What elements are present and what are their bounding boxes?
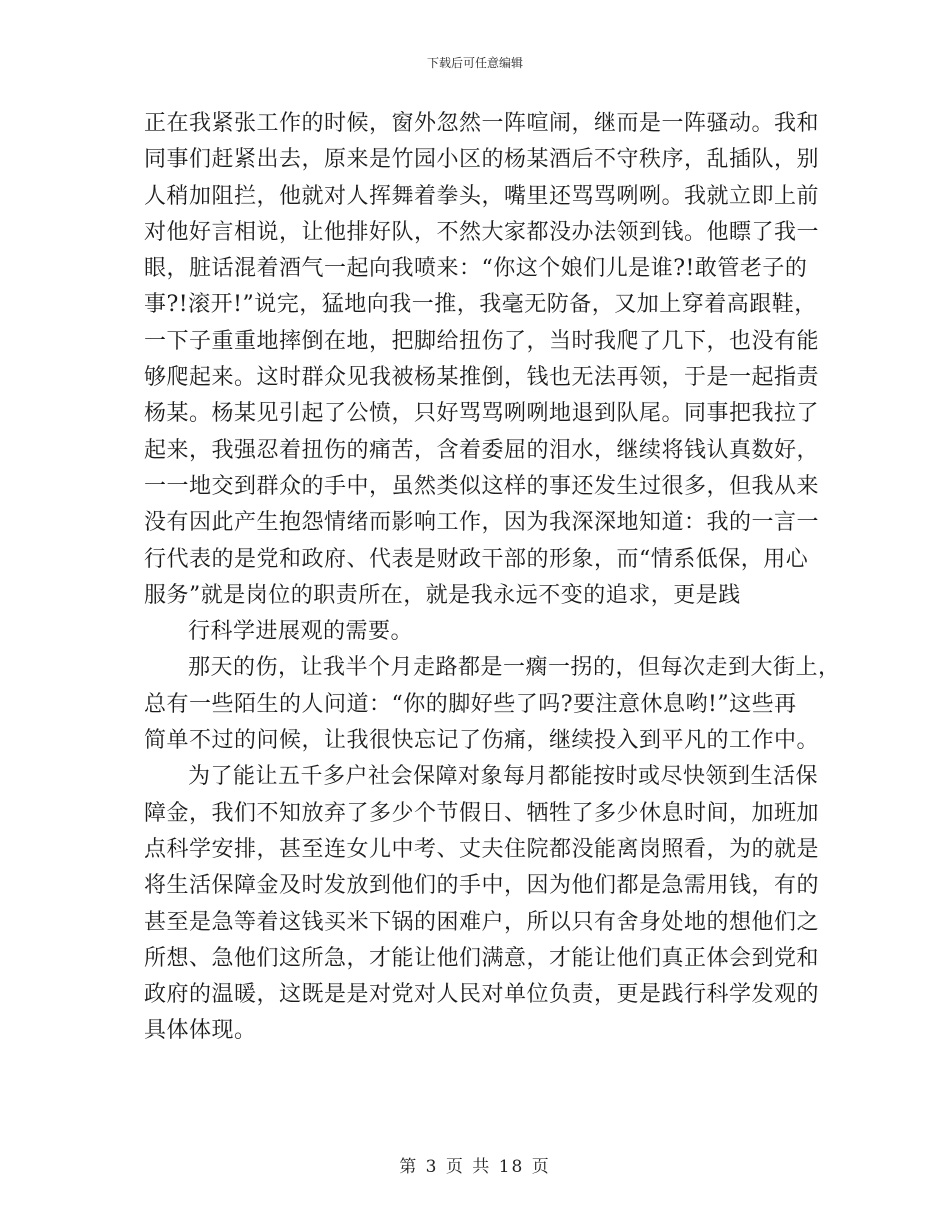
paragraph-first-line: 为了能让五千多户社会保障对象每月都能按时或尽快领到生活保 (188, 764, 819, 790)
text-line: 政府的温暖，这既是是对党对人民对单位负责，更是践行科学发观的 (144, 982, 820, 1008)
paragraph-first-line: 那天的伤，让我半个月走路都是一瘸一拐的，但每次走到大街上， (188, 655, 841, 681)
text-line: 将生活保障金及时发放到他们的手中，因为他们都是急需用钱，有的 (144, 873, 820, 899)
text-line: 眼，脏话混着酒气一起向我喷来：“你这个娘们儿是谁?!敢管老子的 (144, 256, 808, 282)
text-line: 一一地交到群众的手中，虽然类似这样的事还发生过很多，但我从来 (144, 473, 820, 499)
page-number: 第 3 页 共 18 页 (399, 1157, 551, 1177)
text-line: 行科学进展观的需要。 (188, 619, 414, 645)
text-line: 行代表的是党和政府、代表是财政干部的形象，而“情系低保，用心 (144, 546, 809, 572)
text-line: 起来，我强忍着扭伤的痛苦，含着委屈的泪水，继续将钱认真数好， (144, 437, 820, 463)
text-line: 所想、急他们这所急，才能让他们满意，才能让他们真正体会到党和 (144, 945, 820, 971)
text-line: 总有一些陌生的人问道：“你的脚好些了吗?要注意休息哟!”这些再 (144, 691, 797, 717)
text-line: 点科学安排，甚至连女儿中考、丈夫住院都没能离岗照看，为的就是 (144, 836, 820, 862)
page-header: 下载后可任意编辑 (426, 56, 523, 70)
text-line: 具体体现。 (144, 1018, 257, 1044)
text-line: 对他好言相说，让他排好队，不然大家都没办法领到钱。他瞟了我一 (144, 219, 820, 245)
text-line: 杨某。杨某见引起了公愤，只好骂骂咧咧地退到队尾。同事把我拉了 (144, 401, 820, 427)
text-line: 同事们赶紧出去，原来是竹园小区的杨某酒后不守秩序，乱插队，别 (144, 147, 820, 173)
text-line: 没有因此产生抱怨情绪而影响工作，因为我深深地知道：我的一言一 (144, 510, 820, 536)
text-line: 甚至是急等着这钱买米下锅的困难户，所以只有舍身处地的想他们之 (144, 909, 820, 935)
text-line: 事?!滚开!”说完，猛地向我一推，我毫无防备，又加上穿着高跟鞋， (144, 292, 817, 318)
text-line: 简单不过的问候，让我很快忘记了伤痛，继续投入到平凡的工作中。 (144, 728, 820, 754)
text-line: 人稍加阻拦，他就对人挥舞着拳头，嘴里还骂骂咧咧。我就立即上前 (144, 183, 820, 209)
text-line: 够爬起来。这时群众见我被杨某推倒，钱也无法再领，于是一起指责 (144, 365, 820, 391)
text-line: 一下子重重地摔倒在地，把脚给扭伤了，当时我爬了几下，也没有能 (144, 328, 820, 354)
text-line: 正在我紧张工作的时候，窗外忽然一阵喧闹，继而是一阵骚动。我和 (144, 111, 820, 136)
document-body (144, 106, 841, 1050)
text-line: 障金，我们不知放弃了多少个节假日、牺牲了多少休息时间，加班加 (144, 800, 820, 826)
text-line: 服务”就是岗位的职责所在，就是我永远不变的追求，更是践 (144, 582, 741, 608)
